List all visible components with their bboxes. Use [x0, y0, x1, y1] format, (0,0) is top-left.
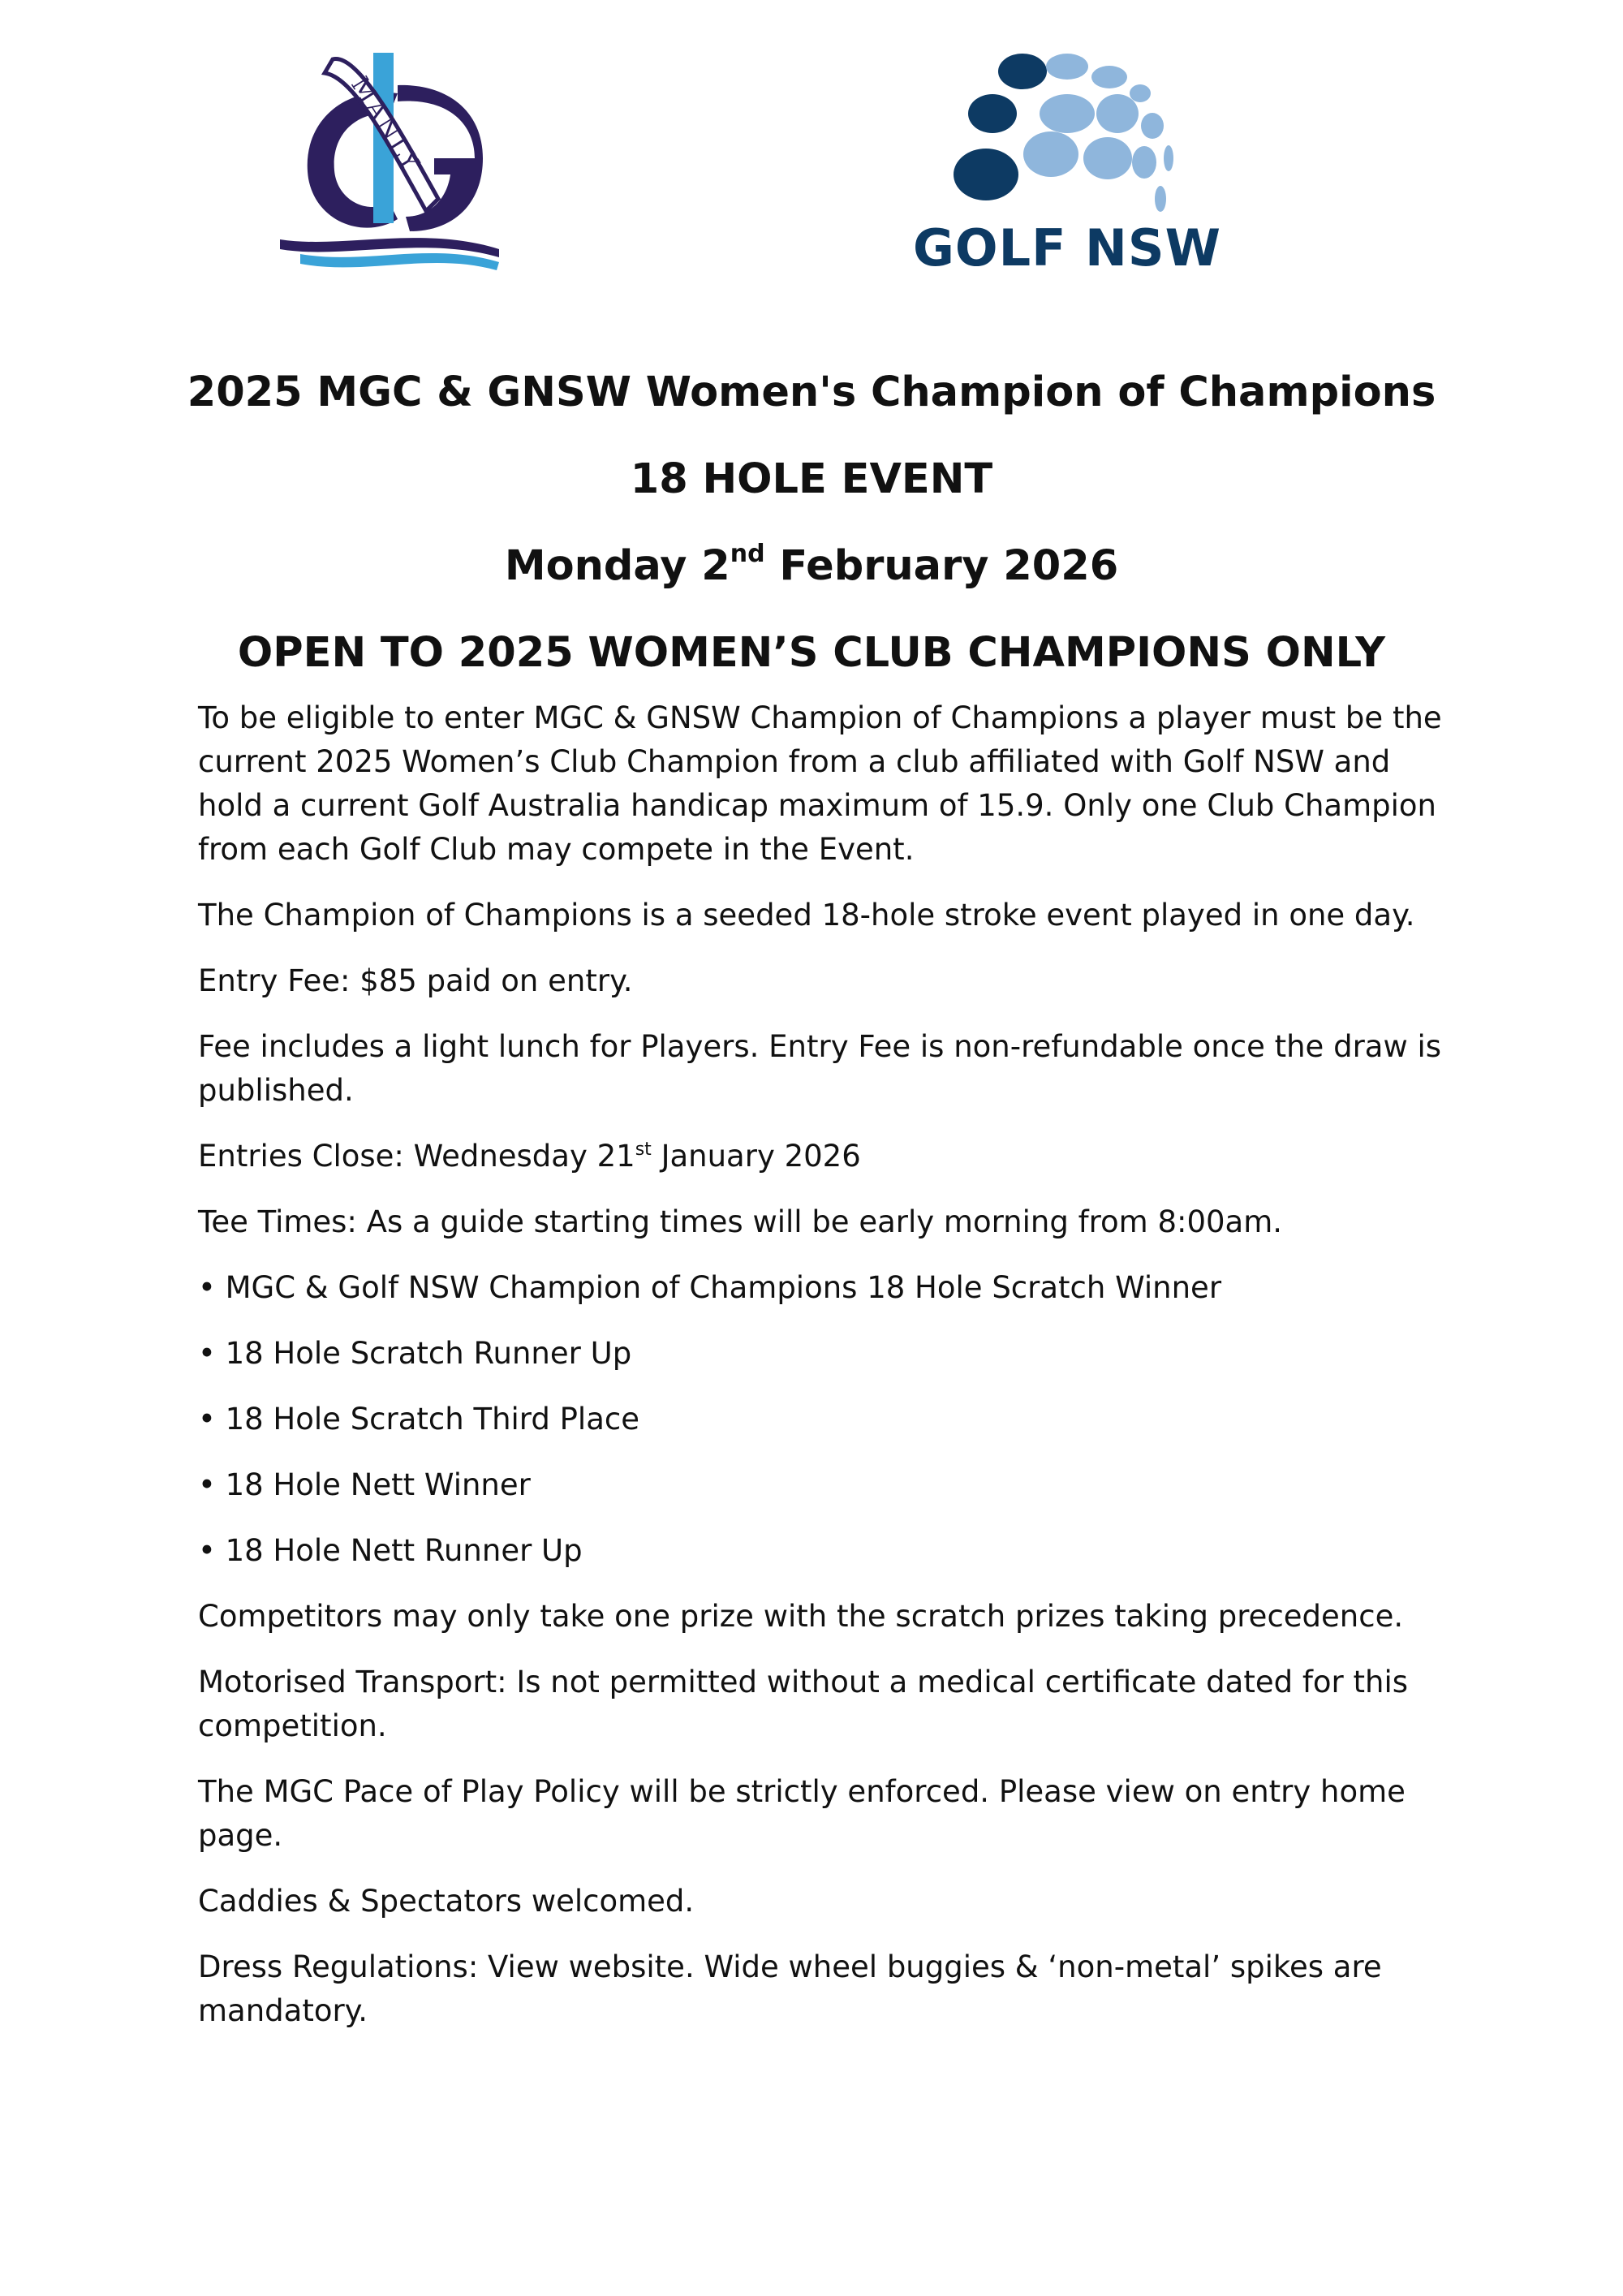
prize-item: • 18 Hole Scratch Third Place	[198, 1402, 639, 1437]
eligibility-paragraph: To be eligible to enter MGC & GNSW Champion of Champions a player must be the current 2025 Women’s Club Champion from a club affiliated with Golf NSW and hold a current Golf Australia handicap maximum of 15.9. Only one Club Champion from each Golf Club may compete in the Event.	[198, 700, 1442, 867]
eligibility-banner: OPEN TO 2025 WOMEN’S CLUB CHAMPIONS ONLY	[237, 629, 1386, 677]
document-header	[0, 349, 1623, 696]
pace-of-play-paragraph: The MGC Pace of Play Policy will be strictly enforced. Please view on entry home page.	[198, 1774, 1406, 1853]
entries-close-paragraph: Entries Close: Wednesday 21st January 2026	[198, 1139, 861, 1174]
event-date: Monday 2nd February 2026	[504, 540, 1119, 590]
motorised-transport-paragraph: Motorised Transport: Is not permitted without a medical certificate dated for this competition.	[198, 1665, 1409, 1743]
logo-wordmark: GOLF NSW	[913, 218, 1221, 278]
logo-text: MANLY	[345, 71, 426, 178]
prize-item: • MGC & Golf NSW Champion of Champions 18 Hole Scratch Winner	[198, 1270, 1222, 1305]
document-title: 2025 MGC & GNSW Women's Champion of Champions	[187, 368, 1436, 416]
format-paragraph: The Champion of Champions is a seeded 18-hole stroke event played in one day.	[198, 898, 1415, 933]
prize-item: • 18 Hole Nett Runner Up	[198, 1533, 583, 1568]
prize-item: • 18 Hole Scratch Runner Up	[198, 1336, 632, 1371]
golf-nsw-logo	[872, 49, 1262, 284]
prize-rule-paragraph: Competitors may only take one prize with the scratch prizes taking precedence.	[198, 1599, 1404, 1634]
dress-regulations-paragraph: Dress Regulations: View website. Wide wheel buggies & ‘non-metal’ spikes are mandatory.	[198, 1949, 1382, 2028]
tee-times-paragraph: Tee Times: As a guide starting times will be early morning from 8:00am.	[198, 1204, 1283, 1239]
entry-fee-paragraph: Entry Fee: $85 paid on entry.	[198, 963, 633, 998]
fee-includes-paragraph: Fee includes a light lunch for Players. Entry Fee is non-refundable once the draw is published.	[198, 1029, 1442, 1108]
document-body	[198, 696, 1448, 2055]
prize-item: • 18 Hole Nett Winner	[198, 1467, 531, 1502]
caddies-paragraph: Caddies & Spectators welcomed.	[198, 1884, 695, 1919]
manly-golf-club-logo	[276, 37, 511, 272]
event-type: 18 HOLE EVENT	[630, 455, 993, 503]
